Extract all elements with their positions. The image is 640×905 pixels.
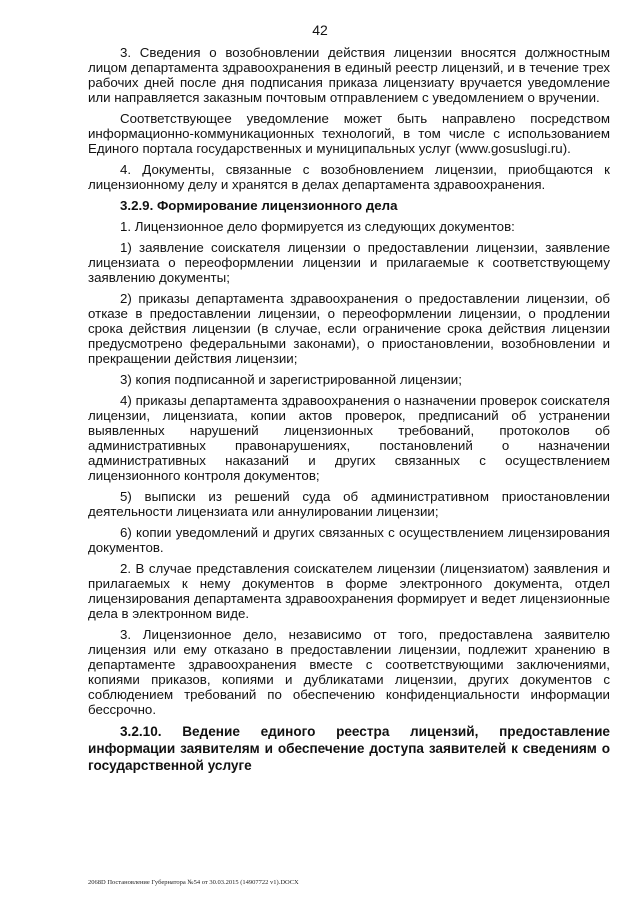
document-body [88, 45, 610, 780]
list-item-1: 1) заявление соискателя лицензии о предоставлении лицензии, заявление лицензиата о переоформлении лицензии и прилагаемые к соответствующему заявлению документы; [88, 240, 610, 285]
list-item-6: 6) копии уведомлений и других связанных с осуществлением лицензирования документов. [88, 525, 610, 555]
paragraph-registry-entry: 3. Сведения о возобновлении действия лицензии вносятся должностным лицом департамента здравоохранения в единый реестр лицензий, и в течение трех рабочих дней после дня подписания приказа лицензиату вручается уведомление или направляется заказным почтовым отправлением с уведомлением о вручении. [88, 45, 610, 105]
list-item-5: 5) выписки из решений суда об административном приостановлении деятельности лицензиата или аннулировании лицензии; [88, 489, 610, 519]
page-number: 42 [312, 22, 328, 38]
paragraph-documents-attached: 4. Документы, связанные с возобновлением лицензии, приобщаются к лицензионному делу и хранятся в делах департамента здравоохранения. [88, 162, 610, 192]
section-heading-license-file: 3.2.9. Формирование лицензионного дела [120, 198, 398, 213]
footer-file-reference: 2068D Постановление Губернатора №54 от 30.03.2015 (14907722 v1).DOCX [88, 879, 299, 886]
section-heading-registry: 3.2.10. Ведение единого реестра лицензий, предоставление информации заявителям и обеспечение доступа заявителей к сведениям о государственной услуге [88, 724, 610, 773]
list-item-2: 2) приказы департамента здравоохранения о предоставлении лицензии, об отказе в предоставлении лицензии, о переоформлении лицензии, о продлении срока действия лицензии (в случае, если ограничение срока действия лицензии предусмотрено федеральными законами), о приостановлении, возобновлении и прекращении действия лицензии; [88, 291, 610, 366]
paragraph-electronic-file: 2. В случае представления соискателем лицензии (лицензиатом) заявления и прилагаемых к нему документов в форме электронного документа, отдел лицензирования департамента здравоохранения формирует и ведет лицензионные дела в электронном виде. [88, 561, 610, 621]
list-item-4: 4) приказы департамента здравоохранения о назначении проверок соискателя лицензии, лицензиата, копии актов проверок, предписаний об устранении выявленных нарушений лицензионных требований, протоколов об административных правонарушениях, постановлений о назначении административных наказаний и других связанных с осуществлением лицензионного контроля документов; [88, 393, 610, 483]
paragraph-electronic-notice: Соответствующее уведомление может быть направлено посредством информационно-коммуникационных технологий, в том числе с использованием Единого портала государственных и муниципальных услуг (www.gosuslugi.ru). [88, 111, 610, 156]
paragraph-file-composition: 1. Лицензионное дело формируется из следующих документов: [120, 219, 515, 234]
paragraph-file-storage: 3. Лицензионное дело, независимо от того, предоставлена заявителю лицензия или ему отказано в предоставлении лицензии, подлежит хранению в департаменте здравоохранения вместе с соответствующими заключениями, копиями приказов, копиями и дубликатами лицензии, других документов с соблюдением требований по обеспечению конфиденциальности информации бессрочно. [88, 627, 610, 717]
list-item-3: 3) копия подписанной и зарегистрированной лицензии; [120, 372, 462, 387]
